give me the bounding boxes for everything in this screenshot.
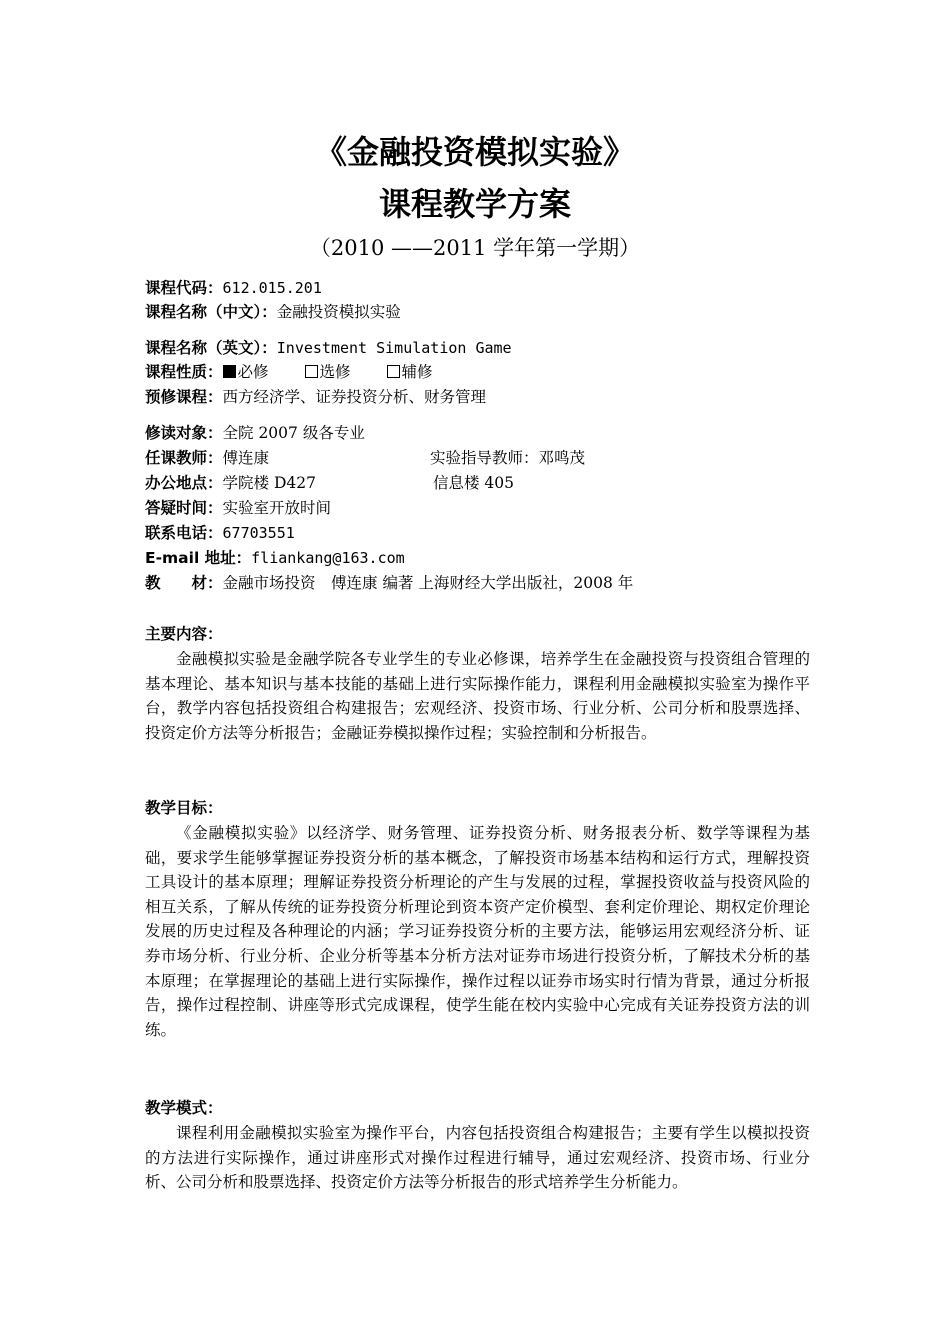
course-name-cn-label: 课程名称（中文）： [145, 303, 277, 321]
qa-time-row [145, 496, 331, 520]
email-value: fliankang@163.com [251, 549, 405, 567]
textbook-value: 金融市场投资 傅连康 编著 上海财经大学出版社，2008 年 [222, 574, 634, 592]
teaching-mode-text: 课程利用金融模拟实验室为操作平台，内容包括投资组合构建报告；主要有学生以模拟投资的方法进行实际操作，通过讲座形式对操作过程进行辅导，通过宏观经济、投资市场、行业分析、公司分析和股票选择、投资定价方法等分析报告的形式培养学生分析能力。 [145, 1124, 810, 1192]
lab-instructor-value: 邓鸣茂 [538, 449, 586, 467]
office-value: 学院楼 D427 [222, 474, 316, 492]
email-label: E-mail 地址： [145, 549, 252, 567]
course-code-value: 612.015.201 [222, 279, 322, 297]
checked-box-icon [223, 365, 236, 378]
unchecked-box-icon [305, 365, 318, 378]
teacher-row [145, 446, 845, 470]
phone-label: 联系电话： [145, 524, 223, 542]
phone-value: 67703551 [222, 524, 295, 542]
course-nature-label: 课程性质： [145, 363, 223, 381]
unchecked-box-icon [387, 365, 400, 378]
nature-option-elective: 选修 [305, 360, 351, 384]
lab-instructor [430, 446, 585, 470]
teaching-mode-heading: 教学模式： [145, 1099, 223, 1117]
teaching-goals-text: 《金融模拟实验》以经济学、财务管理、证券投资分析、财务报表分析、数学等课程为基础，要求学生能够掌握证券投资分析的基本概念，了解投资市场基本结构和运行方式，理解投资工具设计的基本原理；理解证券投资分析理论的产生与发展的过程，掌握投资收益与投资风险的相互关系，了解从传统的证券投资分析理论到资本资产定价模型、套利定价理论、期权定价理论发展的历史过程及各种理论的内涵；学习证券投资分析的主要方法，能够运用宏观经济分析、证券市场分析、行业分析、企业分析等基本分析方法对证券市场进行投资分析，了解技术分析的基本原理；在掌握理论的基础上进行实际操作，操作过程以证券市场实时行情为背景，通过分析报告，操作过程控制、讲座等形式完成课程，使学生能在校内实验中心完成有关证券投资方法的训练。 [145, 824, 810, 1039]
course-name-cn-value: 金融投资模拟实验 [276, 303, 401, 321]
textbook-row [145, 571, 633, 595]
audience-label: 修读对象： [145, 424, 223, 442]
textbook-label: 教 材： [145, 574, 223, 592]
main-content-text: 金融模拟实验是金融学院各专业学生的专业必修课，培养学生在金融投资与投资组合管理的基本理论、基本知识与基本技能的基础上进行实际操作能力，课程利用金融模拟实验室为操作平台，教学内容包括投资组合构建报告；宏观经济、投资市场、行业分析、公司分析和股票选择、投资定价方法等分析报告；金融证券模拟操作过程；实验控制和分析报告。 [145, 650, 810, 742]
office-value-2: 信息楼 405 [433, 474, 515, 492]
teaching-goals-heading: 教学目标： [145, 799, 223, 817]
qa-time-value: 实验室开放时间 [222, 499, 332, 517]
course-code-row [145, 276, 322, 300]
nature-option-minor: 辅修 [387, 360, 433, 384]
teacher-value: 傅连康 [222, 449, 270, 467]
prerequisite-row [145, 385, 486, 409]
email-row [145, 546, 405, 570]
document-subtitle: 课程教学方案 [378, 185, 571, 223]
phone-row [145, 521, 295, 545]
lab-instructor-label: 实验指导教师： [430, 449, 539, 467]
course-code-label: 课程代码： [145, 279, 223, 297]
course-name-cn-row [145, 300, 401, 324]
nature-option-required: 必修 [223, 360, 269, 384]
audience-value: 全院 2007 级各专业 [222, 424, 365, 442]
course-nature-row [145, 360, 469, 384]
course-name-en-row [145, 336, 512, 360]
office-label: 办公地点： [145, 474, 223, 492]
audience-row [145, 421, 365, 445]
office-row [145, 471, 845, 495]
course-name-en-label: 课程名称（英文）： [145, 339, 277, 357]
main-content-heading: 主要内容： [145, 625, 223, 643]
prerequisite-label: 预修课程： [145, 388, 223, 406]
qa-time-label: 答疑时间： [145, 499, 223, 517]
teacher-label: 任课教师： [145, 449, 223, 467]
document-title: 《金融投资模拟实验》 [314, 133, 635, 171]
course-name-en-value: Investment Simulation Game [276, 339, 512, 357]
prerequisite-value: 西方经济学、证券投资分析、财务管理 [222, 388, 487, 406]
academic-term: （2010 ——2011 学年第一学期） [309, 236, 641, 260]
